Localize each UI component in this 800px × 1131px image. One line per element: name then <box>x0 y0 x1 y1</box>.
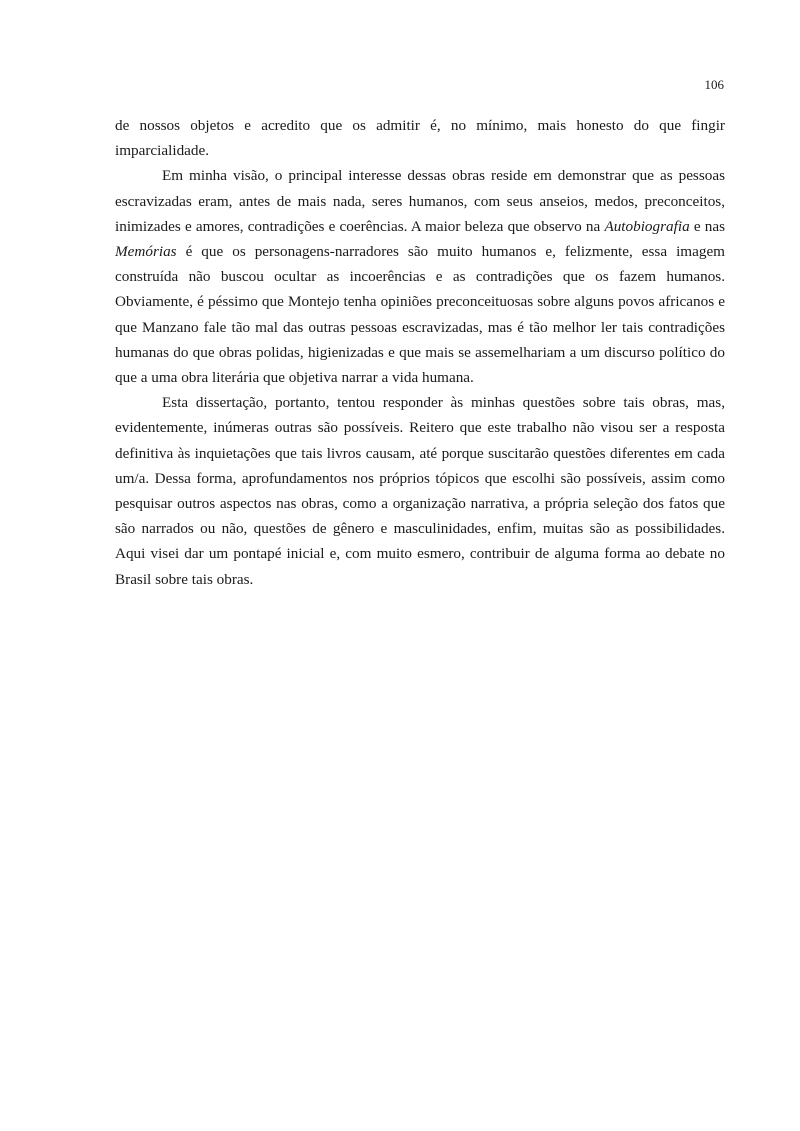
paragraph-2-text-c: é que os personagens-narradores são muito humanos e, felizmente, essa imagem construída não buscou ocultar as incoerências e as contradições que os fazem humanos. Obviamente, é péssimo que Montejo tenha opiniões preconceituosas sobre alguns povos africanos e que Manzano fale tão mal das outras pessoas escravizadas, mas é tão melhor ler tais contradições humanas do que obras polidas, higienizadas e que mais se assemelhariam a um discurso político do que a uma obra literária que objetiva narrar a vida humana. <box>115 243 725 387</box>
paragraph-3 <box>115 390 725 592</box>
page-number: 106 <box>704 77 724 92</box>
paragraph-1 <box>115 113 725 163</box>
paragraph-2-text-b: e nas <box>689 217 725 235</box>
paragraph-2 <box>115 163 725 390</box>
title-autobiografia: Autobiografia <box>604 217 690 235</box>
title-memorias: Memórias <box>115 243 177 261</box>
paragraph-1-text: de nossos objetos e acredito que os admitir é, no mínimo, mais honesto do que fingir imparcialidade. <box>115 117 725 160</box>
body-text <box>115 113 725 592</box>
paragraph-2-text-a: Em minha visão, o principal interesse dessas obras reside em demonstrar que as pessoas escravizadas eram, antes de mais nada, seres humanos, com seus anseios, medos, preconceitos, inimizades e amores, contradições e coerências. A maior beleza que observo na <box>115 167 725 235</box>
paragraph-3-text: Esta dissertação, portanto, tentou responder às minhas questões sobre tais obras, mas, evidentemente, inúmeras outras são possíveis. Reitero que este trabalho não visou ser a resposta definitiva às inquietações que tais livros causam, até porque suscitarão questões diferentes em cada um/a. Dessa forma, aprofundamentos nos próprios tópicos que escolhi são possíveis, assim como pesquisar outros aspectos nas obras, como a organização narrativa, a própria seleção dos fatos que são narrados ou não, questões de gênero e masculinidades, enfim, muitas são as possibilidades. Aqui visei dar um pontapé inicial e, com muito esmero, contribuir de alguma forma ao debate no Brasil sobre tais obras. <box>115 394 725 588</box>
